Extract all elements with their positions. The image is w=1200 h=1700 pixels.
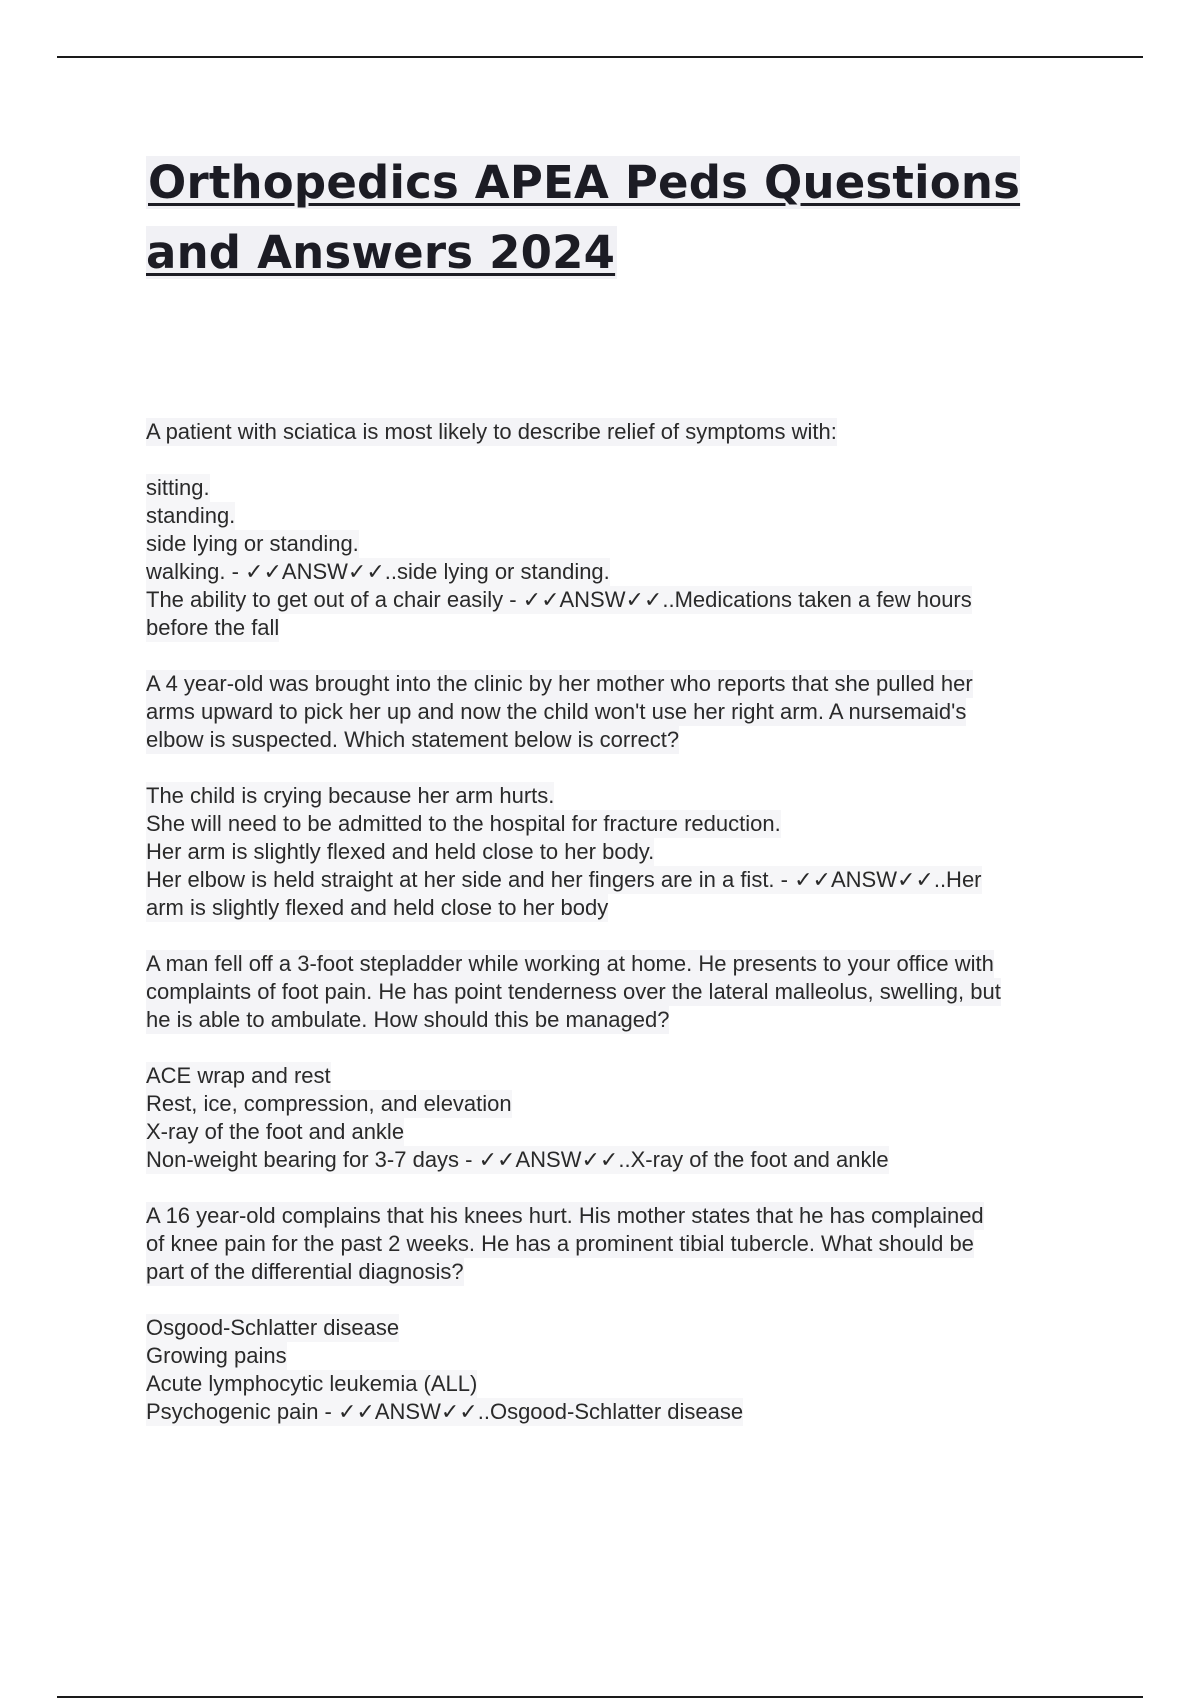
- question-line: arms upward to pick her up and now the child won't use her right arm. A nursemaid's: [146, 699, 967, 724]
- question-line: elbow is suspected. Which statement below is correct?: [146, 727, 680, 752]
- option-line: The ability to get out of a chair easily - ✓✓ANSW✓✓..Medications taken a few hours: [146, 587, 972, 612]
- top-rule: [57, 56, 1143, 58]
- question-block: [146, 1202, 1096, 1286]
- question-line: complaints of foot pain. He has point tenderness over the lateral malleolus, swelling, but: [146, 979, 1001, 1004]
- question-line: of knee pain for the past 2 weeks. He has a prominent tibial tubercle. What should be: [146, 1231, 974, 1256]
- question-line: part of the differential diagnosis?: [146, 1259, 464, 1284]
- option-line: Osgood-Schlatter disease: [146, 1315, 400, 1340]
- answer-options-block: [146, 782, 1096, 922]
- bottom-rule: [57, 1696, 1143, 1698]
- option-line: sitting.: [146, 475, 210, 500]
- option-line: side lying or standing.: [146, 531, 359, 556]
- option-line: Rest, ice, compression, and elevation: [146, 1091, 512, 1116]
- option-line: Psychogenic pain - ✓✓ANSW✓✓..Osgood-Schlatter disease: [146, 1399, 744, 1424]
- question-line: A 4 year-old was brought into the clinic by her mother who reports that she pulled her: [146, 671, 973, 696]
- question-line: A patient with sciatica is most likely to describe relief of symptoms with:: [146, 419, 837, 444]
- qa-content: [146, 418, 1096, 1454]
- option-line: Her arm is slightly flexed and held close to her body.: [146, 839, 655, 864]
- option-line: arm is slightly flexed and held close to her body: [146, 895, 609, 920]
- question-line: he is able to ambulate. How should this be managed?: [146, 1007, 670, 1032]
- option-line: Non-weight bearing for 3-7 days - ✓✓ANSW✓✓..X-ray of the foot and ankle: [146, 1147, 889, 1172]
- question-block: [146, 418, 1096, 446]
- document-title-text: Orthopedics APEA Peds Questions and Answers 2024: [146, 156, 1021, 279]
- option-line: walking. - ✓✓ANSW✓✓..side lying or standing.: [146, 559, 610, 584]
- option-line: She will need to be admitted to the hospital for fracture reduction.: [146, 811, 781, 836]
- question-block: [146, 670, 1096, 754]
- option-line: Her elbow is held straight at her side and her fingers are in a fist. - ✓✓ANSW✓✓..Her: [146, 867, 982, 892]
- option-line: standing.: [146, 503, 236, 528]
- question-line: A man fell off a 3-foot stepladder while working at home. He presents to your office with: [146, 951, 994, 976]
- answer-options-block: [146, 1062, 1096, 1174]
- document-title: [146, 148, 1076, 288]
- option-line: The child is crying because her arm hurts.: [146, 783, 555, 808]
- option-line: X-ray of the foot and ankle: [146, 1119, 405, 1144]
- question-block: [146, 950, 1096, 1034]
- question-line: A 16 year-old complains that his knees hurt. His mother states that he has complained: [146, 1203, 984, 1228]
- option-line: Acute lymphocytic leukemia (ALL): [146, 1371, 478, 1396]
- option-line: Growing pains: [146, 1343, 287, 1368]
- answer-options-block: [146, 1314, 1096, 1426]
- answer-options-block: [146, 474, 1096, 642]
- option-line: before the fall: [146, 615, 280, 640]
- option-line: ACE wrap and rest: [146, 1063, 331, 1088]
